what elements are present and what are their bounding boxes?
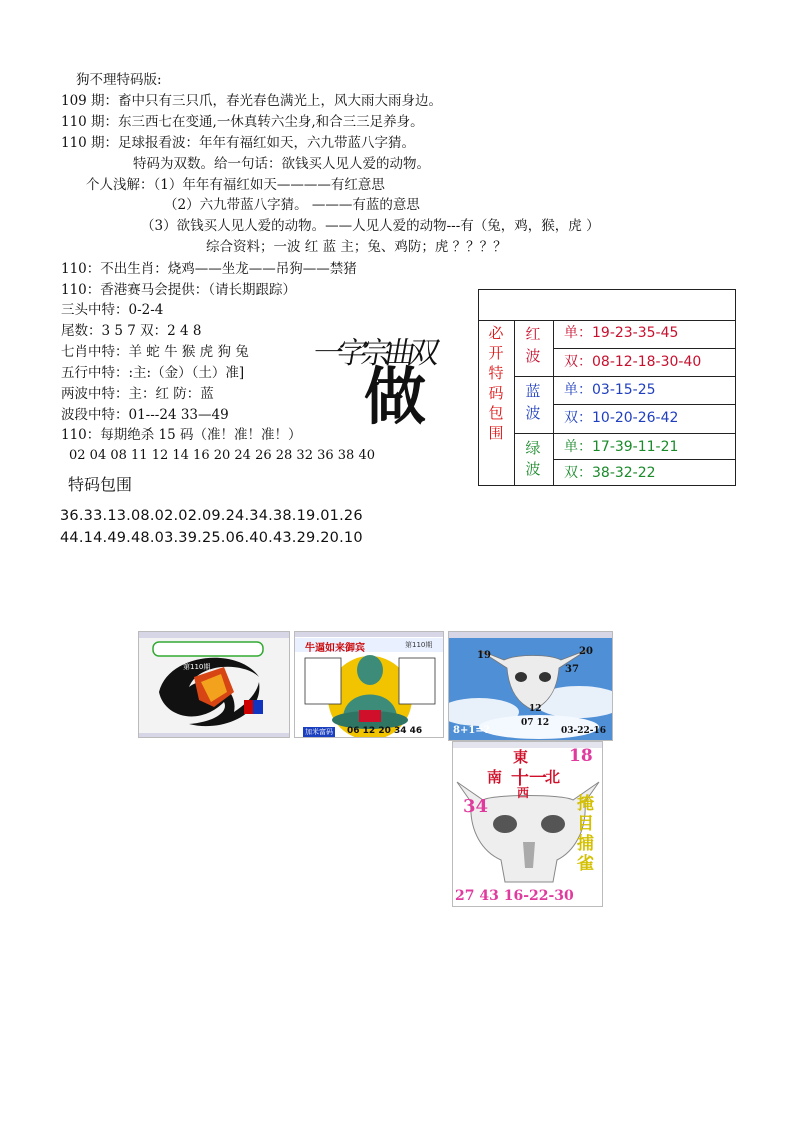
three-heads: 三头中特：0-2-4 <box>61 302 164 318</box>
green-wave-label <box>514 433 554 485</box>
code-line-1: 36.33.13.08.02.02.09.24.34.38.19.01.26 <box>60 508 363 524</box>
img1-issue: 第110期 <box>183 663 211 671</box>
blue-double: 双：10-20-26-42 <box>554 404 735 433</box>
code-line-2: 44.14.49.48.03.39.25.06.40.43.29.20.10 <box>60 530 363 546</box>
blue-wave-char: 蓝 <box>525 382 541 400</box>
side-char: 必 <box>488 324 504 342</box>
side-char: 围 <box>488 424 504 442</box>
tema-hint: 特码为双数。给一句话：欲钱买人见人爱的动物。 <box>133 156 430 172</box>
lottery-image-4 <box>452 741 603 907</box>
lottery-image-1 <box>138 631 290 738</box>
side-char: 码 <box>488 384 504 402</box>
img3-n0712: 07 12 <box>521 718 550 728</box>
five-elements: 五行中特：:主:（金）（土）准] <box>61 365 245 381</box>
img2-footer-nums: 06 12 20 34 46 <box>347 726 423 736</box>
wave-table-header <box>479 290 735 321</box>
hk-jockey-line: 110：香港赛马会提供：（请长期跟踪） <box>61 282 297 298</box>
wave-segment: 波段中特：01---24 33—49 <box>61 407 229 423</box>
red-wave-label <box>514 320 554 376</box>
img4-v1: 掩 <box>577 794 594 814</box>
img4-xi: 西 <box>517 786 530 800</box>
green-wave-char: 绿 <box>525 439 541 457</box>
calligraphy-top: 一字宗曲双 <box>310 336 437 371</box>
red-wave-char: 红 <box>525 325 541 343</box>
seven-zodiac: 七肖中特：羊 蛇 牛 猴 虎 狗 兔 <box>61 344 249 360</box>
tema-wrap-heading: 特码包围 <box>68 475 133 494</box>
summary: 综合资料；一波 红 蓝 主；兔、鸡防；虎 ？？？？ <box>206 239 507 255</box>
two-waves: 两波中特：主：红 防：蓝 <box>61 386 214 402</box>
interpretation-3: （3）欲钱买人见人爱的动物。——人见人爱的动物---有（兔，鸡，猴，虎 ） <box>141 218 600 234</box>
blue-wave-char: 波 <box>525 404 541 422</box>
green-single: 单：17-39-11-21 <box>554 433 735 459</box>
no-show-zodiac: 110：不出生肖：烧鸡——坐龙——吊狗——禁猪 <box>61 261 357 277</box>
img4-v2: 目 <box>577 814 594 834</box>
swirl-flame-illustration <box>139 632 290 738</box>
img4-vertical-text <box>577 794 594 874</box>
riddle-109: 109 期：畜中只有三只爪，春光春色满光上，风大雨大雨身边。 <box>61 93 443 109</box>
img3-date: 03-22-16 <box>561 726 607 736</box>
riddle-110b: 110 期：足球报看波：年年有福红如天，六九带蓝八字猜。 <box>61 135 416 151</box>
img4-v4: 雀 <box>577 854 594 874</box>
img3-n12: 12 <box>529 704 542 714</box>
lottery-image-2 <box>294 631 444 738</box>
tail-numbers: 尾数：3 5 7 双：2 4 8 <box>61 323 202 339</box>
calligraphy-big: 做 <box>364 360 427 433</box>
img4-v3: 捕 <box>577 834 594 854</box>
blue-wave-label <box>514 376 554 433</box>
lottery-image-3 <box>448 631 613 741</box>
img4-n18: 18 <box>569 746 593 766</box>
kill-15-numbers: 02 04 08 11 12 14 16 20 24 26 28 32 36 38 40 <box>69 448 375 463</box>
page-title: 狗不理特码版: <box>76 72 162 88</box>
img2-issue: 第110期 <box>405 641 433 649</box>
green-wave-char: 波 <box>525 460 541 478</box>
img3-n37: 37 <box>565 664 579 675</box>
calligraphy-block <box>312 328 472 438</box>
wave-table <box>478 289 736 486</box>
img4-bottom-numbers: 27 43 16-22-30 <box>455 888 574 904</box>
side-char: 特 <box>488 364 504 382</box>
img2-footer-label: 加米富码 <box>305 728 333 736</box>
img3-n20: 20 <box>579 646 593 657</box>
blue-single: 单：03-15-25 <box>554 376 735 404</box>
side-char: 包 <box>488 404 504 422</box>
riddle-110a: 110 期：东三西七在变通,一休真转六尘身,和合三三足养身。 <box>61 114 424 130</box>
img4-shiyi: 十一 <box>511 768 547 789</box>
img4-dong: 東 <box>513 748 529 766</box>
img3-equation: 8+1=? <box>453 725 490 736</box>
interpretation-1: 个人浅解：（1）年年有福红如天————有红意思 <box>86 177 385 193</box>
img2-header: 牛逼如来御宾 <box>305 643 365 654</box>
img4-nan: 南 <box>487 768 503 786</box>
red-single: 单：19-23-35-45 <box>564 325 679 341</box>
wave-table-side <box>479 320 515 485</box>
red-double: 双：08-12-18-30-40 <box>554 348 735 376</box>
interpretation-2: （2）六九带蓝八字猜。 ———有蓝的意思 <box>164 197 420 213</box>
green-double: 双：38-32-22 <box>554 459 735 485</box>
img3-n19: 19 <box>477 650 491 661</box>
img4-n34: 34 <box>463 796 489 817</box>
red-wave-char: 波 <box>525 347 541 365</box>
side-char: 开 <box>488 344 504 362</box>
kill-15: 110：每期绝杀 15 码（准！准！准！） <box>61 427 302 443</box>
img4-bei: 北 <box>545 768 561 786</box>
